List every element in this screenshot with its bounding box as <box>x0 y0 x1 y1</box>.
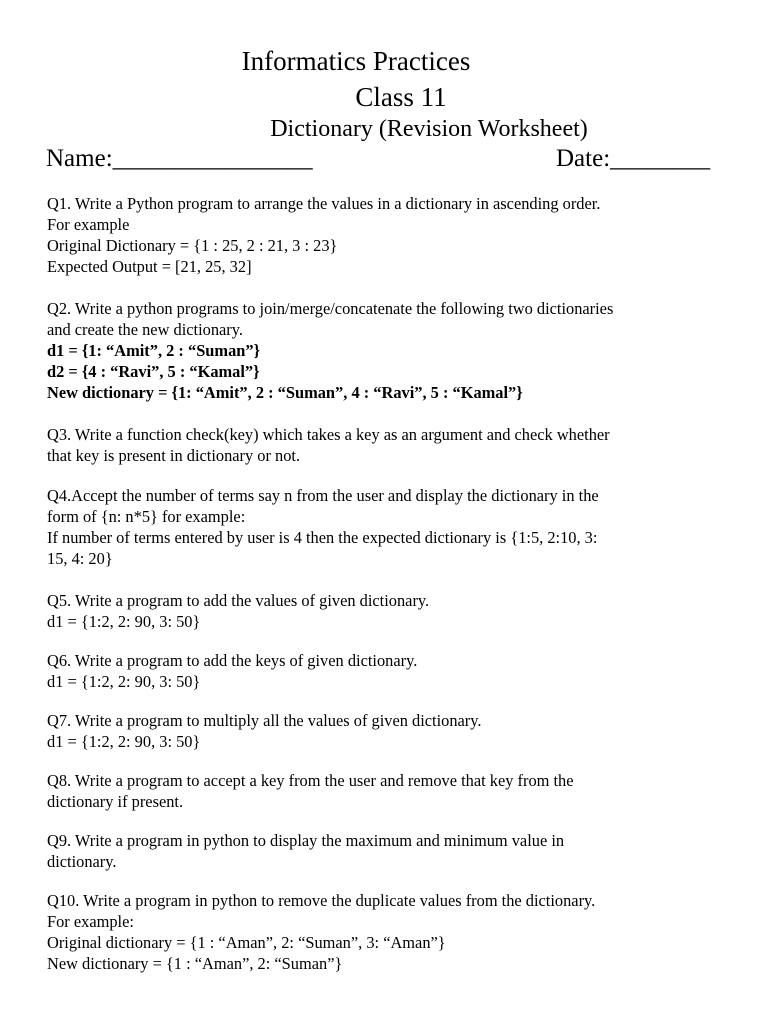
question-line: For example <box>47 215 130 234</box>
question-line: New dictionary = {1 : “Aman”, 2: “Suman”} <box>47 954 343 973</box>
question-2 <box>47 298 737 403</box>
question-line: Q9. Write a program in python to display the maximum and minimum value in <box>47 831 565 850</box>
question-line: Q4.Accept the number of terms say n from the user and display the dictionary in the <box>47 486 599 505</box>
question-line: Q6. Write a program to add the keys of given dictionary. <box>47 651 418 670</box>
question-1 <box>47 193 737 277</box>
question-5 <box>47 590 737 632</box>
question-3 <box>47 424 737 466</box>
question-line: Original dictionary = {1 : “Aman”, 2: “Suman”, 3: “Aman”} <box>47 933 446 952</box>
question-line: 15, 4: 20} <box>47 549 113 568</box>
question-line: Original Dictionary = {1 : 25, 2 : 21, 3 : 23} <box>47 236 338 255</box>
worksheet-class-title: Class 11 <box>355 82 447 112</box>
question-9 <box>47 830 737 872</box>
question-line: Q3. Write a function check(key) which takes a key as an argument and check whether <box>47 425 610 444</box>
worksheet-topic-title: Dictionary (Revision Worksheet) <box>270 116 588 142</box>
question-line: d1 = {1:2, 2: 90, 3: 50} <box>47 672 201 691</box>
question-8 <box>47 770 737 812</box>
question-line: dictionary. <box>47 852 117 871</box>
worksheet-subject-title: Informatics Practices <box>241 46 471 76</box>
question-line: d1 = {1: “Amit”, 2 : “Suman”} <box>47 341 261 360</box>
question-line: New dictionary = {1: “Amit”, 2 : “Suman”, 4 : “Ravi”, 5 : “Kamal”} <box>47 383 523 402</box>
question-6 <box>47 650 737 692</box>
question-line: Q2. Write a python programs to join/merge/concatenate the following two dictionaries <box>47 299 614 318</box>
question-line: Q10. Write a program in python to remove the duplicate values from the dictionary. <box>47 891 596 910</box>
question-line: Q5. Write a program to add the values of given dictionary. <box>47 591 430 610</box>
question-line: dictionary if present. <box>47 792 184 811</box>
question-7 <box>47 710 737 752</box>
question-4 <box>47 485 737 569</box>
question-line: form of {n: n*5} for example: <box>47 507 246 526</box>
question-line: For example: <box>47 912 134 931</box>
question-line: that key is present in dictionary or not. <box>47 446 301 465</box>
question-line: If number of terms entered by user is 4 then the expected dictionary is {1:5, 2:10, 3: <box>47 528 598 547</box>
question-line: Q1. Write a Python program to arrange the values in a dictionary in ascending order. <box>47 194 601 213</box>
question-line: d1 = {1:2, 2: 90, 3: 50} <box>47 612 201 631</box>
question-line: d1 = {1:2, 2: 90, 3: 50} <box>47 732 201 751</box>
question-line: Expected Output = [21, 25, 32] <box>47 257 252 276</box>
question-10 <box>47 890 737 974</box>
question-line: and create the new dictionary. <box>47 320 243 339</box>
date-field: Date:________ <box>556 145 711 172</box>
question-line: d2 = {4 : “Ravi”, 5 : “Kamal”} <box>47 362 260 381</box>
question-line: Q8. Write a program to accept a key from the user and remove that key from the <box>47 771 574 790</box>
question-line: Q7. Write a program to multiply all the values of given dictionary. <box>47 711 482 730</box>
name-field: Name:________________ <box>46 145 313 172</box>
